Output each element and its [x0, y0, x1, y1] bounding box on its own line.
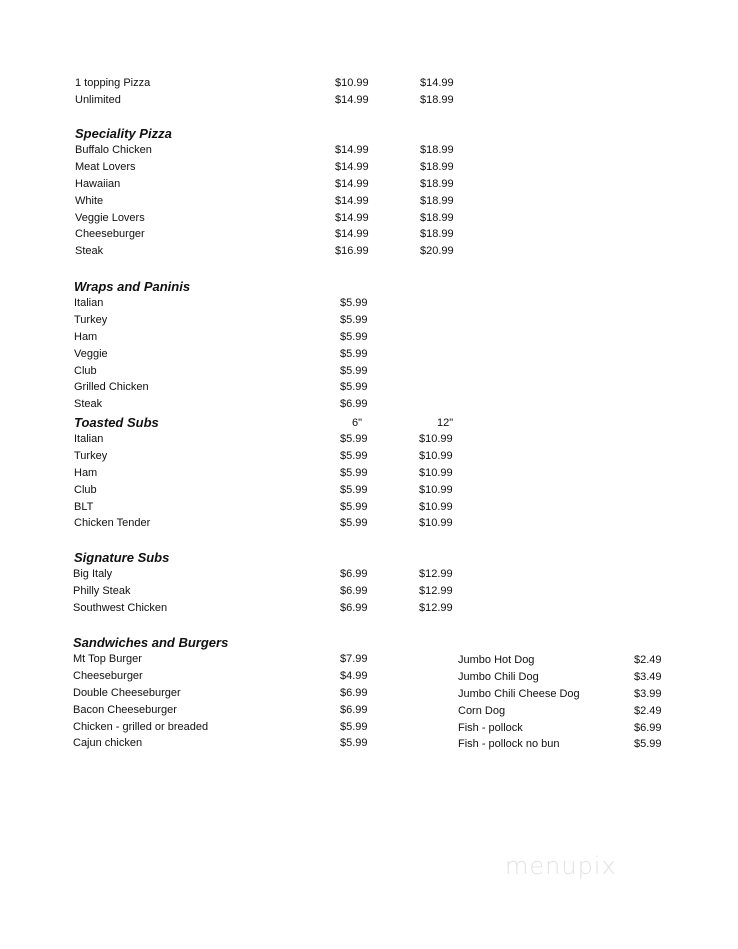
size-label: 6" — [352, 417, 363, 429]
item-price: $2.49 — [634, 654, 662, 666]
item-name: Cajun chicken — [73, 737, 143, 750]
item-price: $5.99 — [340, 364, 368, 377]
menu-item — [0, 669, 738, 686]
menu-item — [0, 448, 738, 465]
item-name: Club — [74, 364, 97, 377]
section-title: Sandwiches and Burgers — [73, 635, 229, 650]
item-price: $16.99 — [335, 245, 369, 258]
menu-item — [0, 600, 738, 617]
item-name: Meat Lovers — [75, 160, 136, 173]
section-title: Signature Subs — [74, 550, 170, 565]
item-name: Bacon Cheeseburger — [73, 703, 177, 716]
item-price: $6.99 — [340, 601, 368, 614]
item-price: $14.99 — [420, 77, 454, 89]
item-price: $10.99 — [335, 77, 369, 89]
item-price: $5.99 — [340, 381, 368, 394]
menu-item — [0, 210, 738, 227]
section-title: Wraps and Paninis — [74, 279, 191, 294]
item-price: $18.99 — [420, 93, 454, 106]
item-price: $18.99 — [420, 160, 454, 173]
menu-item — [0, 686, 738, 703]
menu-item — [0, 92, 738, 109]
item-price: $5.99 — [340, 297, 368, 309]
item-price: $14.99 — [335, 211, 369, 224]
item-name: Jumbo Chili Dog — [458, 670, 539, 683]
item-price: $5.99 — [340, 330, 368, 343]
size-label: 12" — [437, 417, 454, 429]
item-price: $5.99 — [340, 500, 368, 513]
item-name: Turkey — [74, 313, 108, 326]
menu-item — [0, 226, 738, 243]
item-name: Ham — [74, 466, 98, 479]
menu-item — [0, 515, 738, 532]
section-title: Toasted Subs — [74, 415, 159, 430]
item-price: $14.99 — [335, 160, 369, 173]
menu-item — [0, 465, 738, 482]
item-name: Club — [74, 483, 97, 496]
item-price: $5.99 — [340, 449, 368, 462]
item-name: Fish - pollock — [458, 721, 523, 734]
menu-item — [0, 295, 738, 312]
item-name: Cheeseburger — [73, 669, 143, 682]
menu-item — [0, 75, 738, 92]
item-price: $20.99 — [420, 245, 454, 258]
item-price: $5.99 — [340, 720, 368, 733]
menu-item — [0, 243, 738, 260]
item-price: $5.99 — [340, 313, 368, 326]
item-name: BLT — [74, 500, 94, 513]
item-name: Italian — [74, 297, 104, 309]
item-name: Chicken - grilled or breaded — [73, 720, 209, 733]
item-name: Veggie — [74, 347, 108, 360]
item-name: Southwest Chicken — [73, 601, 168, 614]
item-price: $14.99 — [335, 144, 369, 156]
item-price: $14.99 — [335, 177, 369, 190]
item-name: Veggie Lovers — [75, 211, 145, 224]
item-price: $10.99 — [419, 483, 453, 496]
menu-item — [0, 736, 738, 753]
item-name: White — [75, 194, 104, 207]
item-price: $6.99 — [634, 721, 662, 734]
menu-item — [0, 482, 738, 499]
menu-item — [0, 159, 738, 176]
item-name: 1 topping Pizza — [75, 77, 151, 89]
menu-item — [0, 396, 738, 413]
item-price: $5.99 — [340, 483, 368, 496]
item-name: Fish - pollock no bun — [458, 738, 560, 751]
item-price: $5.99 — [634, 738, 662, 751]
item-name: Cheeseburger — [75, 228, 145, 241]
menu-item — [0, 720, 738, 737]
item-price: $5.99 — [340, 466, 368, 479]
item-name: Big Italy — [73, 568, 113, 580]
menu-item — [0, 499, 738, 516]
item-price: $6.99 — [340, 703, 368, 716]
item-price: $18.99 — [420, 177, 454, 190]
item-price: $6.99 — [340, 568, 368, 580]
item-price: $6.99 — [340, 398, 368, 411]
item-name: Double Cheeseburger — [73, 686, 181, 699]
item-name: Mt Top Burger — [73, 653, 142, 665]
item-name: Unlimited — [75, 93, 121, 106]
item-price: $2.49 — [634, 704, 662, 717]
item-price: $18.99 — [420, 228, 454, 241]
menu-item — [0, 176, 738, 193]
item-price: $5.99 — [340, 347, 368, 360]
item-price: $6.99 — [340, 686, 368, 699]
item-price: $3.99 — [634, 687, 662, 700]
item-price: $5.99 — [340, 737, 368, 750]
menu-item — [0, 142, 738, 159]
menu-item — [0, 363, 738, 380]
menu-item — [0, 652, 738, 669]
item-price: $10.99 — [419, 449, 453, 462]
item-price: $10.99 — [419, 433, 453, 445]
menu-item — [0, 346, 738, 363]
menu-item — [0, 379, 738, 396]
menupix-watermark: menupix — [505, 852, 617, 880]
item-name: Jumbo Hot Dog — [458, 654, 535, 666]
item-price: $5.99 — [340, 517, 368, 530]
item-price: $12.99 — [419, 601, 453, 614]
menu-item — [0, 566, 738, 583]
item-price: $3.49 — [634, 670, 662, 683]
item-price: $14.99 — [335, 194, 369, 207]
item-price: $10.99 — [419, 466, 453, 479]
section-title: Speciality Pizza — [75, 126, 172, 141]
item-name: Corn Dog — [458, 704, 506, 717]
item-name: Chicken Tender — [74, 517, 151, 530]
item-name: Philly Steak — [73, 584, 131, 597]
item-name: Grilled Chicken — [74, 381, 149, 394]
menu-item — [0, 703, 738, 720]
item-price: $7.99 — [340, 653, 368, 665]
item-price: $12.99 — [419, 568, 453, 580]
item-price: $14.99 — [335, 228, 369, 241]
menu-item — [0, 583, 738, 600]
item-price: $18.99 — [420, 194, 454, 207]
item-price: $4.99 — [340, 669, 368, 682]
item-name: Buffalo Chicken — [75, 144, 152, 156]
menu-item — [0, 193, 738, 210]
menu-item — [0, 329, 738, 346]
item-price: $18.99 — [420, 144, 454, 156]
item-name: Steak — [75, 245, 104, 258]
item-price: $6.99 — [340, 584, 368, 597]
item-price: $10.99 — [419, 500, 453, 513]
item-name: Jumbo Chili Cheese Dog — [458, 687, 580, 700]
item-price: $18.99 — [420, 211, 454, 224]
item-name: Ham — [74, 330, 98, 343]
item-price: $10.99 — [419, 517, 453, 530]
menu-item — [0, 312, 738, 329]
item-price: $5.99 — [340, 433, 368, 445]
item-name: Steak — [74, 398, 103, 411]
item-name: Hawaiian — [75, 177, 121, 190]
item-name: Turkey — [74, 449, 108, 462]
item-price: $14.99 — [335, 93, 369, 106]
item-price: $12.99 — [419, 584, 453, 597]
item-name: Italian — [74, 433, 104, 445]
menu-item — [0, 431, 738, 448]
